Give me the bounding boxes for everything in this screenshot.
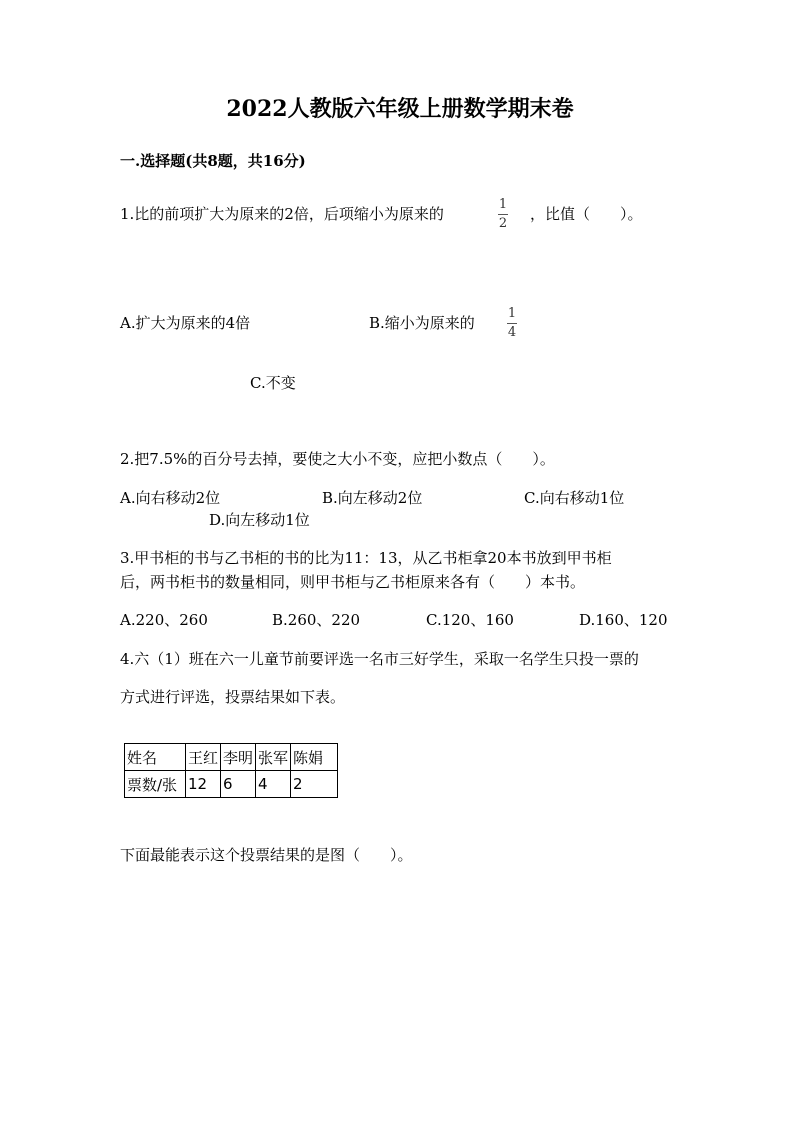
question-2-option-d[interactable]: D.向左移动1位 xyxy=(209,511,310,529)
table-header-cell: 陈娟 xyxy=(291,744,338,771)
table-header-cell: 姓名 xyxy=(125,744,186,771)
fraction-denominator: 4 xyxy=(507,325,517,340)
table-cell: 4 xyxy=(256,771,291,798)
table-header-cell: 李明 xyxy=(221,744,256,771)
table-cell: 6 xyxy=(221,771,256,798)
question-1-fraction xyxy=(498,198,508,231)
fraction-bar xyxy=(507,323,517,324)
question-3-option-a[interactable]: A.220、260 xyxy=(120,611,208,629)
question-4-stem-line-2: 方式进行评选，投票结果如下表。 xyxy=(120,688,346,706)
table-row xyxy=(125,744,338,771)
fraction-denominator: 2 xyxy=(498,216,508,231)
section-heading: 一.选择题(共8题，共16分) xyxy=(120,152,306,170)
fraction-numerator: 1 xyxy=(498,197,508,212)
fraction-bar xyxy=(498,214,508,215)
vote-table xyxy=(124,743,338,798)
question-2-option-c[interactable]: C.向右移动1位 xyxy=(524,489,625,507)
question-4-stem-line-1: 4.六（1）班在六一儿童节前要评选一名市三好学生，采取一名学生只投一票的 xyxy=(120,650,639,668)
question-1-option-a[interactable]: A.扩大为原来的4倍 xyxy=(120,314,251,332)
table-header-cell: 张军 xyxy=(256,744,291,771)
question-1-option-c[interactable]: C.不变 xyxy=(250,374,296,392)
question-2-stem: 2.把7.5%的百分号去掉，要使之大小不变，应把小数点（ ）。 xyxy=(120,450,555,468)
question-1-stem-part2: ，比值（ ）。 xyxy=(530,205,643,223)
question-3-stem-line-2: 后，两书柜书的数量相同，则甲书柜与乙书柜原来各有（ ）本书。 xyxy=(120,573,586,591)
question-1-option-b[interactable]: B.缩小为原来的 xyxy=(369,314,475,332)
fraction-numerator: 1 xyxy=(507,306,517,321)
question-2-option-a[interactable]: A.向右移动2位 xyxy=(120,489,221,507)
table-cell: 2 xyxy=(291,771,338,798)
question-2-option-b[interactable]: B.向左移动2位 xyxy=(322,489,423,507)
question-3-option-b[interactable]: B.260、220 xyxy=(272,611,361,629)
question-3-option-d[interactable]: D.160、120 xyxy=(579,611,668,629)
question-3-option-c[interactable]: C.120、160 xyxy=(426,611,514,629)
table-cell: 12 xyxy=(186,771,221,798)
table-row xyxy=(125,771,338,798)
question-4-followup: 下面最能表示这个投票结果的是图（ ）。 xyxy=(120,846,413,864)
question-3-stem-line-1: 3.甲书柜的书与乙书柜的书的比为11：13，从乙书柜拿20本书放到甲书柜 xyxy=(120,549,612,567)
table-cell: 票数/张 xyxy=(125,771,186,798)
question-1-option-b-fraction xyxy=(507,307,517,340)
table-header-cell: 王红 xyxy=(186,744,221,771)
question-1-stem-part1: 1.比的前项扩大为原来的2倍，后项缩小为原来的 xyxy=(120,205,444,223)
page-title: 2022人教版六年级上册数学期末卷 xyxy=(226,96,574,122)
